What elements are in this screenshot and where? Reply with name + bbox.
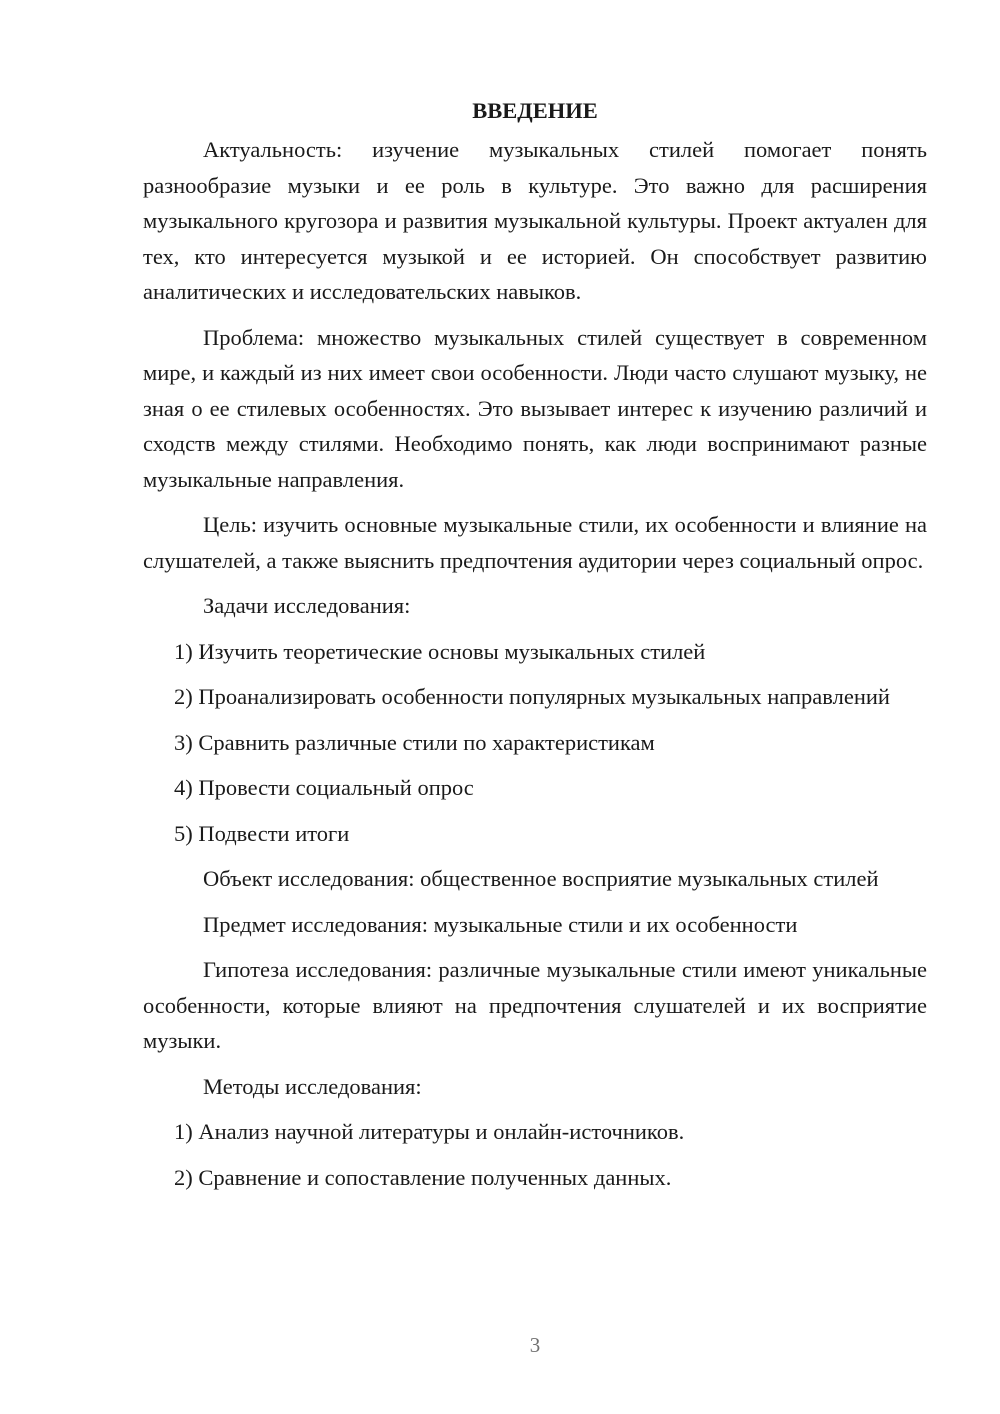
goal-paragraph: Цель: изучить основные музыкальные стили, их особенности и влияние на слушателей, а также выяснить предпочтения аудитории через социальный опрос. (143, 512, 927, 573)
method-item: 2) Сравнение и сопоставление полученных данных. (174, 1164, 672, 1190)
hypothesis-paragraph: Гипотеза исследования: различные музыкальные стили имеют уникальные особенности, которые влияют на предпочтения слушателей и их восприятие музыки. (143, 957, 927, 1053)
methods-heading: Методы исследования: (203, 1073, 422, 1099)
task-item: 1) Изучить теоретические основы музыкальных стилей (174, 638, 706, 664)
page-content (143, 93, 927, 1205)
task-item: 3) Сравнить различные стили по характеристикам (174, 729, 655, 755)
relevance-paragraph: Актуальность: изучение музыкальных стилей помогает понять разнообразие музыки и ее роль в культуре. Это важно для расширения музыкального кругозора и развития музыкальной культуры. Проект актуален для тех, кто интересуется музыкой и ее историей. Он способствует развитию аналитических и исследовательских навыков. (143, 137, 927, 304)
task-item: 2) Проанализировать особенности популярных музыкальных направлений (174, 684, 890, 709)
tasks-heading: Задачи исследования: (203, 593, 411, 618)
page-title: ВВЕДЕНИЕ (472, 98, 598, 123)
method-item: 1) Анализ научной литературы и онлайн-источников. (174, 1119, 685, 1144)
subject-paragraph: Предмет исследования: музыкальные стили и их особенности (203, 911, 798, 937)
task-item: 4) Провести социальный опрос (174, 775, 474, 800)
problem-paragraph: Проблема: множество музыкальных стилей существует в современном мире, и каждый из них имеет свои особенности. Люди часто слушают музыку, не зная о ее стилевых особенностях. Это вызывает интерес к изучению различий и сходств между стилями. Необходимо понять, как люди воспринимают разные музыкальные направления. (143, 324, 927, 492)
page-number: 3 (529, 1333, 541, 1357)
task-item: 5) Подвести итоги (174, 820, 350, 846)
object-paragraph: Объект исследования: общественное восприятие музыкальных стилей (203, 866, 879, 891)
